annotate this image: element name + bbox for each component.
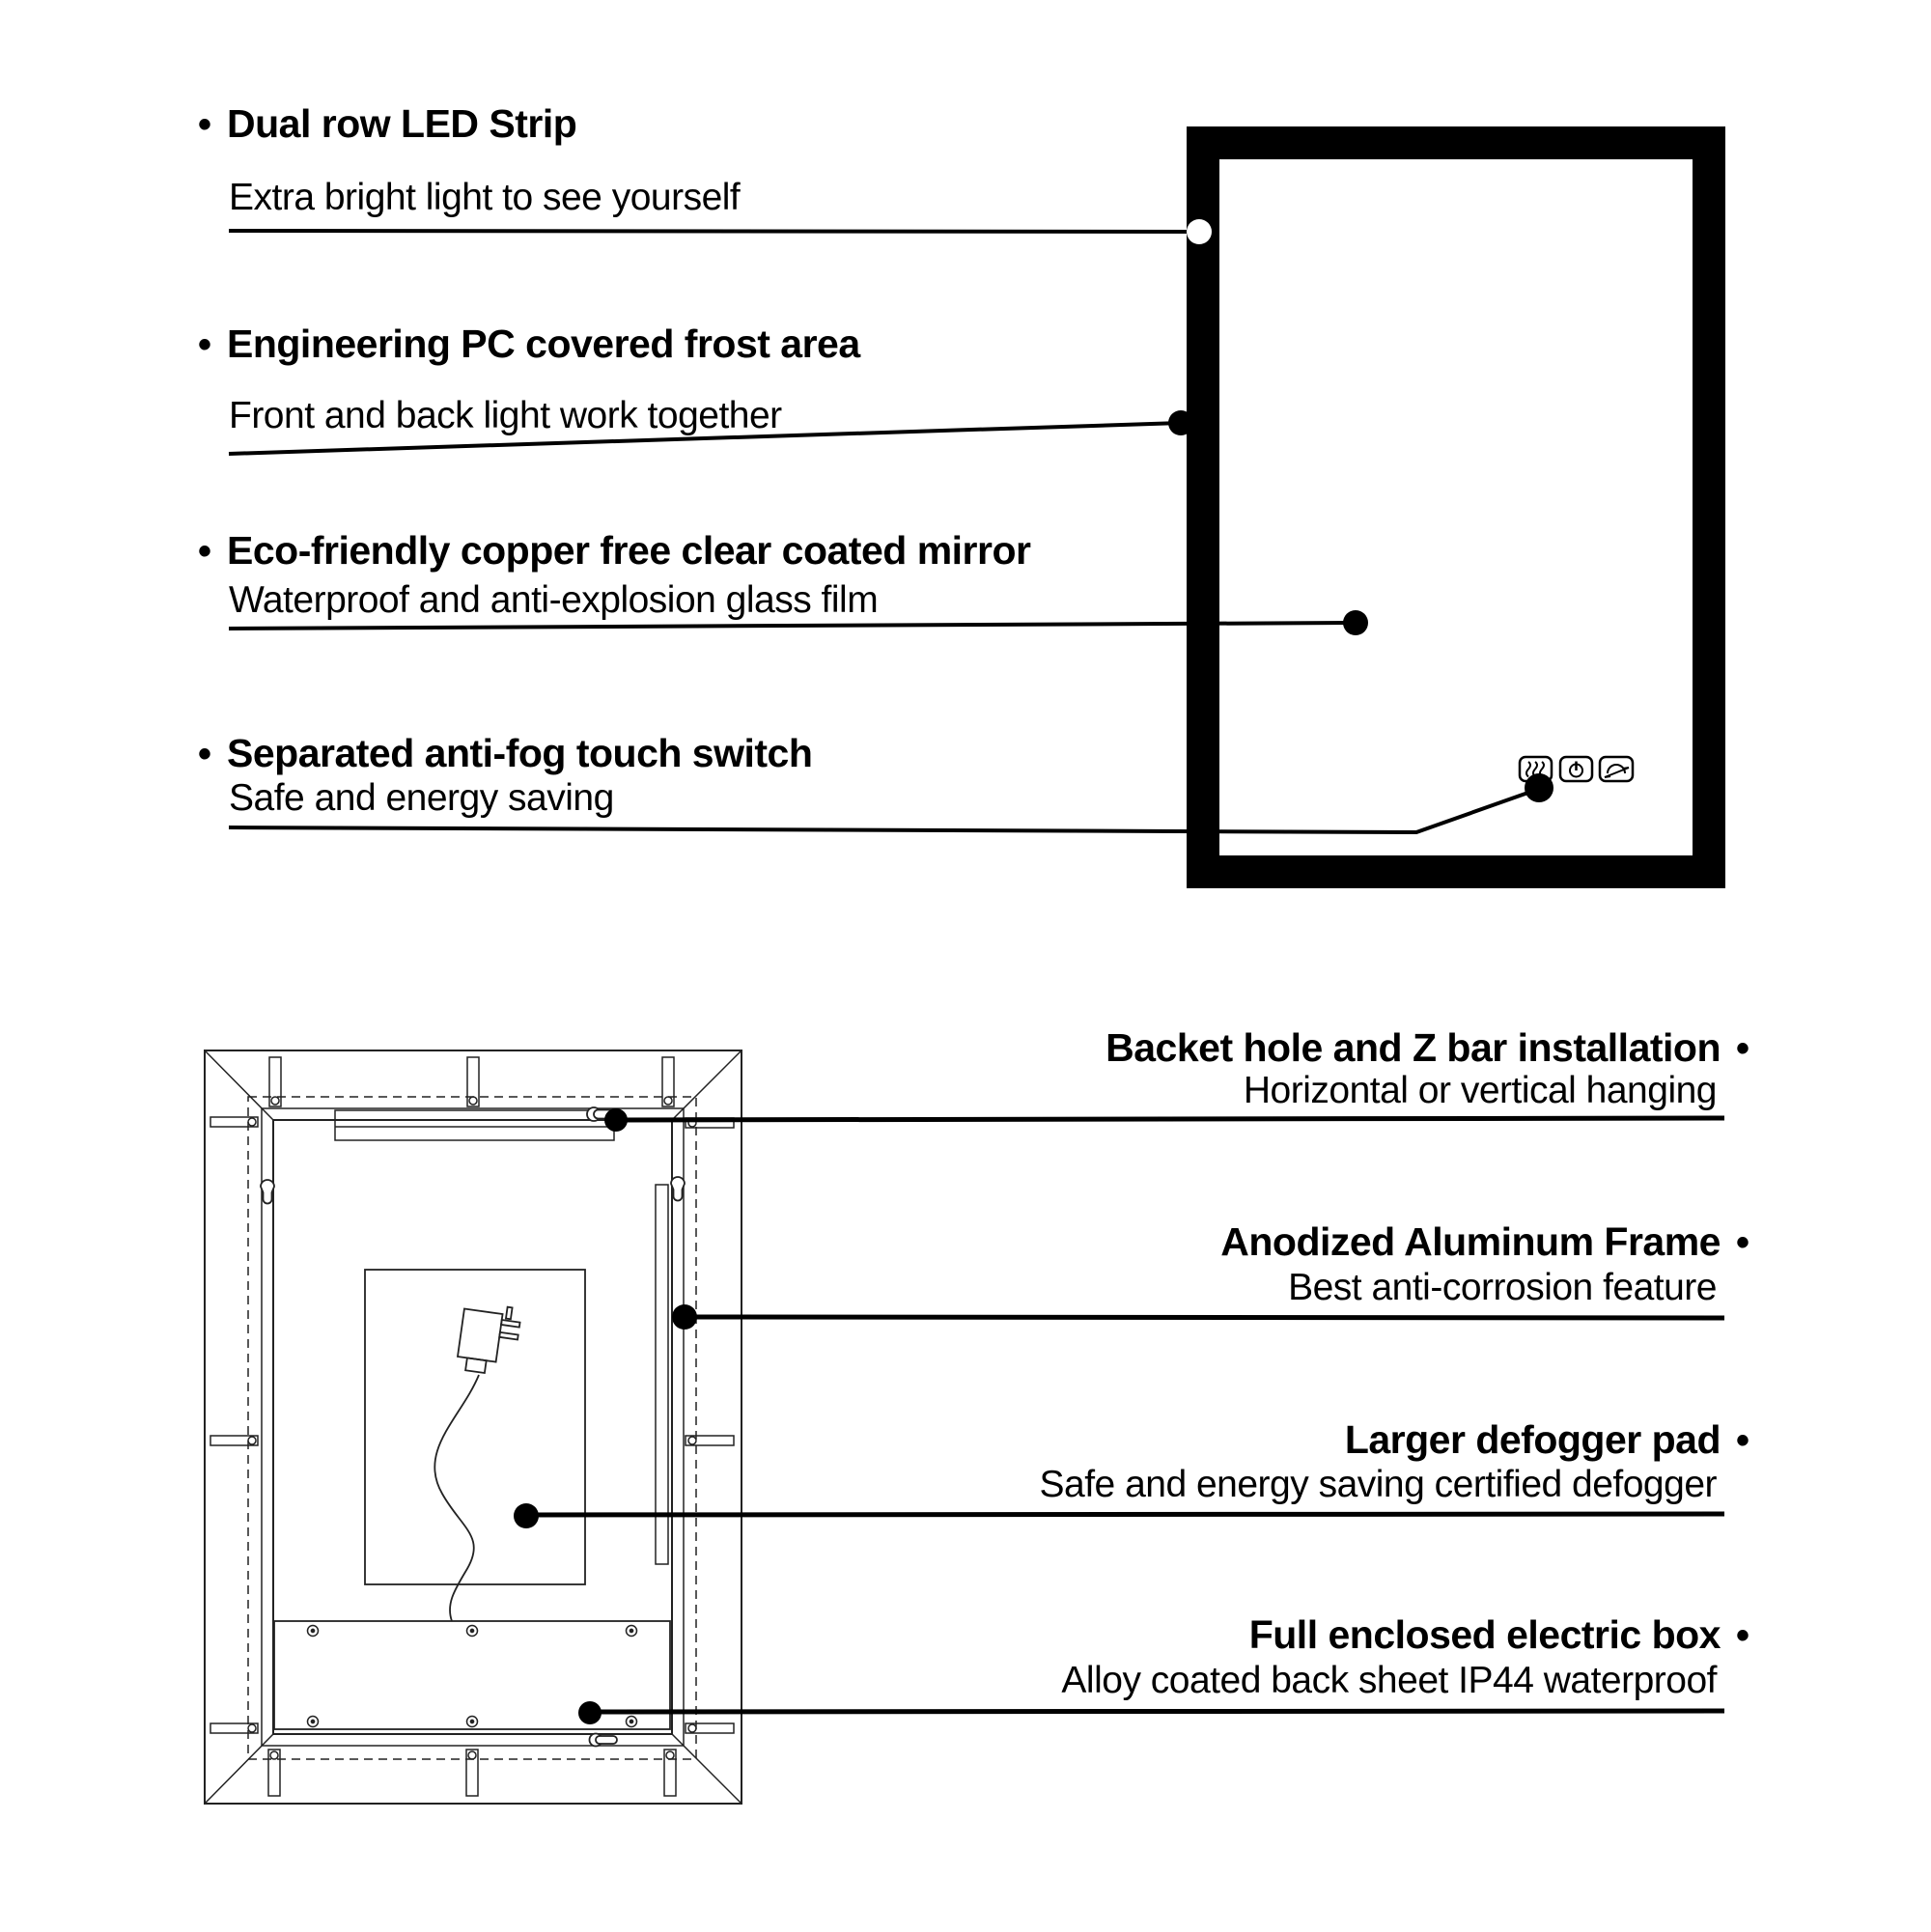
feature-subtitle: Extra bright light to see yourself bbox=[229, 177, 741, 218]
feature-title: Separated anti-fog touch switch bbox=[227, 731, 813, 775]
feature-title: Dual row LED Strip bbox=[227, 101, 577, 146]
feature-touch-switch bbox=[198, 730, 812, 777]
mounting-tabs-top bbox=[269, 1057, 674, 1106]
z-bar-marker-dot bbox=[604, 1108, 628, 1132]
feature-title: Larger defogger pad bbox=[1344, 1417, 1721, 1462]
feature-subtitle: Safe and energy saving certified defogger bbox=[1039, 1464, 1717, 1505]
keyhole-left bbox=[261, 1180, 274, 1204]
mounting-tabs-right bbox=[686, 1118, 734, 1733]
callout-line-coated-mirror bbox=[229, 623, 1356, 629]
callout-line-aluminum-frame bbox=[685, 1317, 1724, 1318]
mounting-tabs-left bbox=[210, 1117, 258, 1733]
callout-line-defogger bbox=[526, 1514, 1724, 1515]
defogger-pad bbox=[365, 1270, 585, 1584]
frost-area-marker-dot bbox=[1168, 410, 1193, 435]
feature-subtitle: Alloy coated back sheet IP44 waterproof bbox=[1061, 1660, 1717, 1701]
keyhole-right bbox=[671, 1177, 685, 1201]
feature-title: Backet hole and Z bar installation bbox=[1105, 1025, 1721, 1070]
feature-defogger-pad bbox=[1345, 1416, 1749, 1464]
feature-z-bar bbox=[1105, 1024, 1749, 1072]
touch-switch-marker-dot bbox=[1525, 773, 1553, 802]
mounting-tabs-bottom bbox=[268, 1750, 676, 1796]
bullet-icon: • bbox=[198, 103, 211, 146]
feature-title: Anodized Aluminum Frame bbox=[1220, 1219, 1721, 1264]
feature-title: Engineering PC covered frost area bbox=[227, 322, 860, 366]
back-outer-edge bbox=[205, 1050, 742, 1804]
feature-aluminum-frame bbox=[1220, 1218, 1749, 1266]
bullet-icon: • bbox=[198, 733, 211, 775]
bullet-icon: • bbox=[198, 323, 211, 366]
callout-line-z-bar bbox=[616, 1118, 1724, 1120]
feature-coated-mirror bbox=[198, 527, 1030, 574]
bullet-icon: • bbox=[198, 530, 211, 573]
callout-line-electric-box bbox=[590, 1711, 1724, 1712]
keyhole-bottom bbox=[590, 1734, 618, 1747]
z-bar bbox=[656, 1185, 668, 1564]
mirror-front-view bbox=[1187, 126, 1725, 888]
feature-subtitle: Best anti-corrosion feature bbox=[1288, 1267, 1717, 1308]
led-strip-bar bbox=[335, 1110, 614, 1140]
feature-led-strip bbox=[198, 100, 576, 148]
led-strip-marker-dot bbox=[1187, 219, 1212, 244]
power-plug bbox=[434, 1302, 521, 1621]
bullet-icon: • bbox=[1736, 1614, 1749, 1657]
back-gasket-dashed-edge bbox=[248, 1097, 696, 1759]
bullet-icon: • bbox=[1736, 1419, 1749, 1462]
feature-frost-area bbox=[198, 321, 860, 368]
aluminum-frame-marker-dot bbox=[672, 1304, 697, 1330]
feature-subtitle: Front and back light work together bbox=[229, 395, 782, 436]
feature-subtitle: Waterproof and anti-explosion glass film bbox=[229, 579, 879, 621]
callout-line-led-strip bbox=[229, 231, 1199, 232]
feature-title: Full enclosed electric box bbox=[1248, 1612, 1721, 1657]
mirror-glass bbox=[1219, 159, 1693, 855]
electric-box-marker-dot bbox=[578, 1701, 602, 1724]
feature-title: Eco-friendly copper free clear coated mirror bbox=[227, 528, 1031, 573]
bullet-icon: • bbox=[1736, 1027, 1749, 1070]
mirror-back-view bbox=[205, 1050, 742, 1804]
back-frame-edge bbox=[262, 1108, 684, 1746]
defogger-marker-dot bbox=[514, 1503, 539, 1528]
feature-electric-box bbox=[1249, 1611, 1749, 1659]
back-panel bbox=[273, 1120, 672, 1734]
frame-mitre-joints bbox=[205, 1050, 742, 1804]
feature-subtitle: Safe and energy saving bbox=[229, 777, 614, 819]
bullet-icon: • bbox=[1736, 1221, 1749, 1264]
coated-mirror-marker-dot bbox=[1343, 610, 1368, 635]
feature-subtitle: Horizontal or vertical hanging bbox=[1243, 1070, 1717, 1111]
